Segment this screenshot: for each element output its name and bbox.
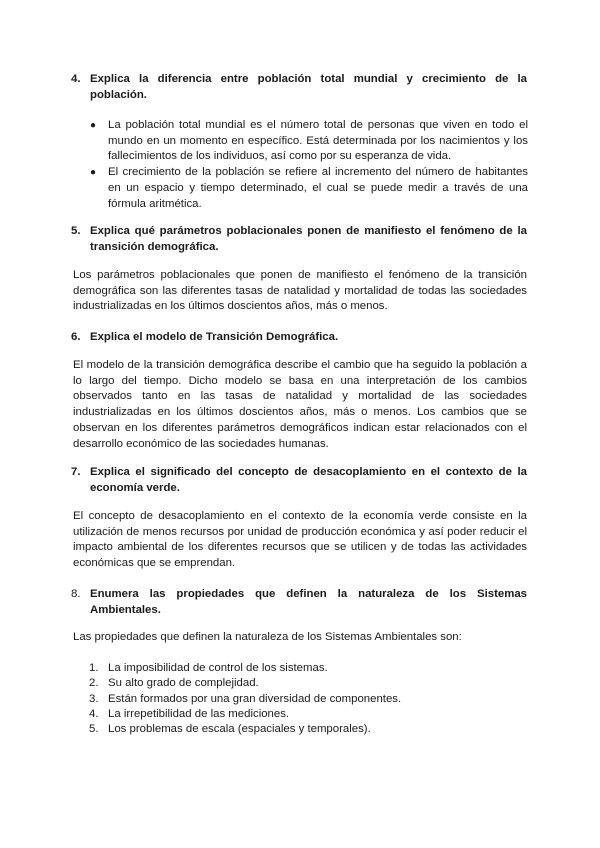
question-4-bullet-list <box>90 118 528 212</box>
question-7-answer: El concepto de desacoplamiento en el contexto de la economía verde consiste en la utilización de menos recursos por unidad de producción económica y así poder reducir el impacto ambiental de los diferentes recursos que se utilicen y de todas las actividades económicas que se emprendan. <box>73 510 527 570</box>
list-item-number: 5. <box>89 723 99 736</box>
question-4-heading <box>71 71 527 103</box>
question-5-heading <box>71 223 527 255</box>
question-7-number: 7. <box>71 466 81 478</box>
list-item-number: 2. <box>89 677 99 690</box>
list-item <box>89 661 528 676</box>
list-item-text: Los problemas de escala (espaciales y temporales). <box>108 723 371 736</box>
list-item <box>89 692 528 707</box>
question-6-number: 6. <box>71 331 81 343</box>
question-8-heading <box>71 586 527 618</box>
list-item-text: La imposibilidad de control de los sistemas. <box>108 662 328 674</box>
bullet-icon: ● <box>90 167 97 179</box>
bullet-text: La población total mundial es el número total de personas que viven en todo el mundo en un momento en específico. Está determinada por los nacimientos y los fallecimientos de los individuos, así como por su esperanza de vida. <box>108 119 528 163</box>
question-4-text: Explica la diferencia entre población total mundial y crecimiento de la población. <box>90 73 527 101</box>
list-item <box>89 676 528 691</box>
list-item <box>89 707 528 722</box>
list-item-number: 1. <box>89 662 99 674</box>
question-7-text: Explica el significado del concepto de desacoplamiento en el contexto de la economía verde. <box>90 466 527 494</box>
list-item <box>90 165 528 212</box>
list-item <box>90 118 528 165</box>
bullet-text: El crecimiento de la población se refiere al incremento del número de habitantes en un espacio y tiempo determinado, el cual se puede medir a través de una fórmula aritmética. <box>108 166 528 210</box>
question-7-heading <box>71 464 527 496</box>
list-item-text: Están formados por una gran diversidad de componentes. <box>108 692 402 705</box>
question-8-answer: Las propiedades que definen la naturaleza de los Sistemas Ambientales son: <box>73 631 462 643</box>
question-6-answer: El modelo de la transición demográfica describe el cambio que ha seguido la población a lo largo del tiempo. Dicho modelo se basa en una interpretación de los cambios observados tanto en las tasas de natalidad y mortalidad de las sociedades industrializadas en los últimos doscientos años, más o menos. Los cambios que se observan en los diferentes parámetros demográficos indican estar relacionados con el desarrollo económico de las sociedades humanas. <box>73 359 527 450</box>
question-5-answer: Los parámetros poblacionales que ponen de manifiesto el fenómeno de la transición demográfica son las diferentes tasas de natalidad y mortalidad de todas las sociedades industrializadas en los últimos doscientos años, más o menos. <box>73 269 527 313</box>
bullet-icon: ● <box>90 120 97 131</box>
list-item-number: 4. <box>89 707 99 720</box>
list-item <box>89 722 528 737</box>
properties-list <box>89 661 528 737</box>
question-5-text: Explica qué parámetros poblacionales ponen de manifiesto el fenómeno de la transición demográfica. <box>90 225 527 253</box>
question-6-heading <box>71 329 527 345</box>
list-item-text: La irrepetibilidad de las mediciones. <box>108 707 290 720</box>
question-8-number: 8. <box>71 588 81 600</box>
question-5-number: 5. <box>71 225 81 237</box>
list-item-text: Su alto grado de complejidad. <box>108 677 259 690</box>
list-item-number: 3. <box>89 692 99 705</box>
question-4-number: 4. <box>71 73 81 85</box>
question-8-text: Enumera las propiedades que definen la naturaleza de los Sistemas Ambientales. <box>90 588 527 616</box>
question-6-text: Explica el modelo de Transición Demográfica. <box>90 331 339 343</box>
